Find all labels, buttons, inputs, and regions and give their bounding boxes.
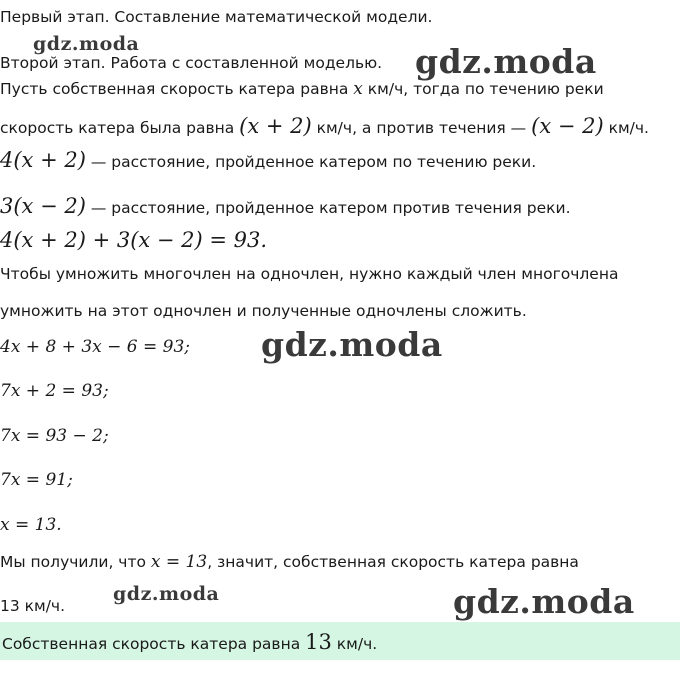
speed-statement (0, 114, 649, 138)
watermark: gdz.moda (33, 33, 140, 55)
rule-line-2: умножить на этот одночлен и полученные одночлены сложить. (0, 302, 527, 320)
math-var: x (353, 79, 363, 99)
distance-against-current (0, 194, 571, 218)
distance-with-current (0, 148, 536, 172)
step1-heading: Первый этап. Составление математической модели. (0, 8, 433, 26)
text: — расстояние, пройденное катером против течения реки. (85, 199, 571, 217)
equation-step-4: 7x = 91; (0, 470, 73, 490)
answer-value: 13 (305, 630, 332, 654)
math-expr: x = 13 (150, 552, 208, 572)
answer-text (2, 630, 377, 654)
equation-step-1: 4x + 8 + 3x − 6 = 93; (0, 337, 191, 357)
let-statement (0, 79, 604, 99)
watermark: gdz.moda (261, 325, 443, 364)
text: км/ч. (603, 119, 649, 137)
text: км/ч, а против течения — (311, 119, 532, 137)
watermark: gdz.moda (415, 42, 597, 81)
text: Мы получили, что (0, 553, 151, 571)
text: , значит, собственная скорость катера равна (207, 553, 579, 571)
text: — расстояние, пройденное катером по течению реки. (85, 153, 537, 171)
answer-box (0, 622, 680, 660)
step2-heading: Второй этап. Работа с составленной моделью. (0, 54, 383, 72)
equation-step-2: 7x + 2 = 93; (0, 381, 109, 401)
text: км/ч, тогда по течению реки (362, 80, 604, 98)
main-equation: 4(x + 2) + 3(x − 2) = 93. (0, 228, 268, 252)
math-expr: (x + 2) (239, 114, 312, 138)
conclusion-line-1 (0, 552, 579, 572)
text: Пусть собственная скорость катера равна (0, 80, 354, 98)
equation-step-5: x = 13. (0, 515, 62, 535)
rule-line-1: Чтобы умножить многочлен на одночлен, нужно каждый член многочлена (0, 265, 619, 283)
equation-step-3: 7x = 93 − 2; (0, 426, 109, 446)
math-expr: 3(x − 2) (0, 194, 86, 218)
text: Собственная скорость катера равна (2, 635, 306, 653)
math-expr: 4(x + 2) (0, 148, 86, 172)
conclusion-line-2: 13 км/ч. (0, 597, 66, 615)
text: скорость катера была равна (0, 119, 240, 137)
watermark: gdz.moda (453, 582, 635, 621)
watermark: gdz.moda (113, 583, 220, 605)
text: км/ч. (331, 635, 378, 653)
math-expr: (x − 2) (531, 114, 604, 138)
